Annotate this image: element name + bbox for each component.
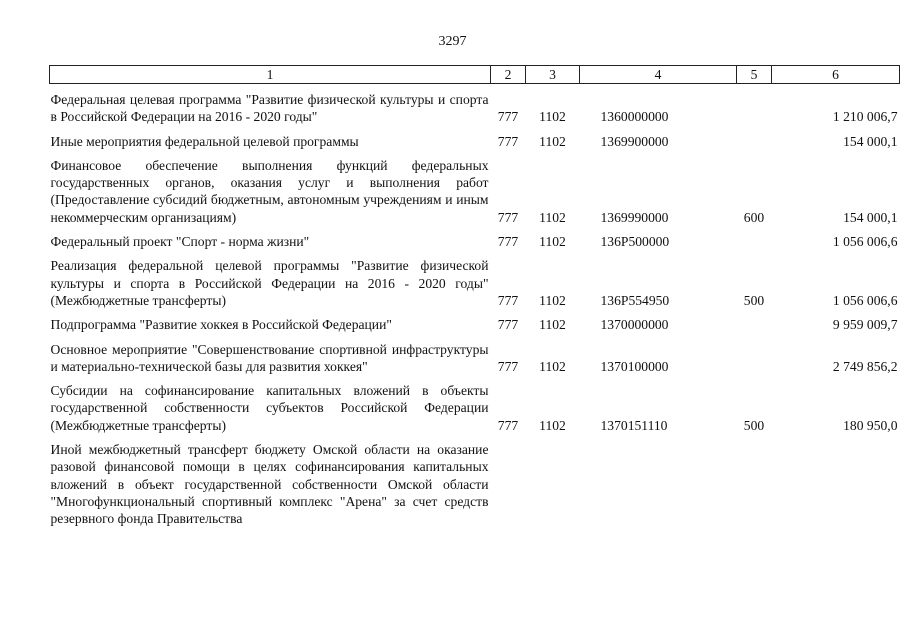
row-expense-type xyxy=(737,233,772,257)
row-ministry: 777 xyxy=(497,417,519,433)
column-header-4: 4 xyxy=(580,66,737,84)
row-target: 1370000000 xyxy=(600,317,669,333)
table-row xyxy=(50,233,900,257)
page-number: 3297 xyxy=(438,34,467,49)
row-target: 1369900000 xyxy=(600,133,669,149)
row-ministry: 777 xyxy=(497,317,519,333)
row-amount: 1 056 006,6 xyxy=(832,292,898,308)
row-expense-type xyxy=(737,91,772,133)
row-target: 1360000000 xyxy=(600,109,669,125)
table-row xyxy=(50,341,900,383)
row-section: 1102 xyxy=(539,209,566,225)
row-section: 1102 xyxy=(539,109,566,125)
row-amount: 154 000,1 xyxy=(843,133,898,149)
row-target: 1370151110 xyxy=(600,417,668,433)
row-expense-type xyxy=(737,316,772,340)
table-body xyxy=(50,91,900,535)
row-name: Основное мероприятие "Совершенствование спортивной инфраструктуры и материально-технической базы для развития хоккея" xyxy=(50,341,489,374)
row-name: Федеральный проект "Спорт - норма жизни" xyxy=(50,234,310,250)
row-ministry: 777 xyxy=(497,234,519,250)
row-name: Финансовое обеспечение выполнения функций федеральных государственных органов, оказания услуг и выполнения работ (Предоставление субсидий бюджетным, автономным учреждениям и иным некоммерческим организациям) xyxy=(50,157,489,225)
row-section: 1102 xyxy=(539,133,566,149)
column-number-row xyxy=(50,66,900,84)
row-expense-type xyxy=(737,441,772,534)
row-name: Иной межбюджетный трансферт бюджету Омской области на оказание разовой финансовой помощи в целях софинансирования капитальных вложений в объект государственной собственности Омской области "Многофункциональный спортивный комплекс "Арена" за счет средств резервного фонда Правительства xyxy=(50,442,489,527)
table-row xyxy=(50,157,900,233)
row-section: 1102 xyxy=(539,234,566,250)
row-amount: 180 950,0 xyxy=(843,417,898,433)
row-amount: 9 959 009,7 xyxy=(832,317,898,333)
table-header xyxy=(50,66,900,92)
row-amount: 154 000,1 xyxy=(843,209,898,225)
budget-table xyxy=(49,65,900,535)
row-name: Субсидии на софинансирование капитальных вложений в объекты государственной собственности субъектов Российской Федерации (Межбюджетные трансферты) xyxy=(50,383,489,433)
row-amount: 1 056 006,6 xyxy=(832,234,898,250)
table-row xyxy=(50,316,900,340)
row-section xyxy=(526,441,580,534)
table-row xyxy=(50,133,900,157)
row-section: 1102 xyxy=(539,292,566,308)
row-section: 1102 xyxy=(539,417,566,433)
row-amount: 1 210 006,7 xyxy=(832,109,898,125)
row-expense-type xyxy=(737,133,772,157)
row-target xyxy=(580,441,737,534)
row-expense-type: 500 xyxy=(743,417,765,433)
row-ministry: 777 xyxy=(497,109,519,125)
row-ministry: 777 xyxy=(497,209,519,225)
row-target: 1369990000 xyxy=(600,209,669,225)
row-section: 1102 xyxy=(539,358,566,374)
column-header-2: 2 xyxy=(491,66,526,84)
row-name: Реализация федеральной целевой программы "Развитие физической культуры и спорта в Российской Федерации на 2016 - 2020 годы" (Межбюджетные трансферты) xyxy=(50,258,489,308)
row-ministry xyxy=(491,441,526,534)
row-expense-type: 600 xyxy=(743,209,765,225)
row-name: Федеральная целевая программа "Развитие физической культуры и спорта в Российской Федерации на 2016 - 2020 годы" xyxy=(50,92,489,125)
column-header-1: 1 xyxy=(50,66,491,84)
table-row xyxy=(50,441,900,534)
column-header-6: 6 xyxy=(772,66,900,84)
row-section: 1102 xyxy=(539,317,566,333)
row-ministry: 777 xyxy=(497,358,519,374)
row-target: 136P554950 xyxy=(600,292,670,308)
row-ministry: 777 xyxy=(497,133,519,149)
row-name: Иные мероприятия федеральной целевой программы xyxy=(50,133,359,149)
column-header-5: 5 xyxy=(737,66,772,84)
row-expense-type xyxy=(737,341,772,383)
row-amount: 2 749 856,2 xyxy=(832,358,898,374)
row-amount xyxy=(772,441,900,534)
column-header-3: 3 xyxy=(526,66,580,84)
row-expense-type: 500 xyxy=(743,292,765,308)
table-row xyxy=(50,257,900,316)
row-ministry: 777 xyxy=(497,292,519,308)
row-target: 1370100000 xyxy=(600,358,669,374)
row-name: Подпрограмма "Развитие хоккея в Российской Федерации" xyxy=(50,317,392,333)
row-target: 136P500000 xyxy=(600,234,670,250)
table-row xyxy=(50,382,900,441)
table-row xyxy=(50,91,900,133)
